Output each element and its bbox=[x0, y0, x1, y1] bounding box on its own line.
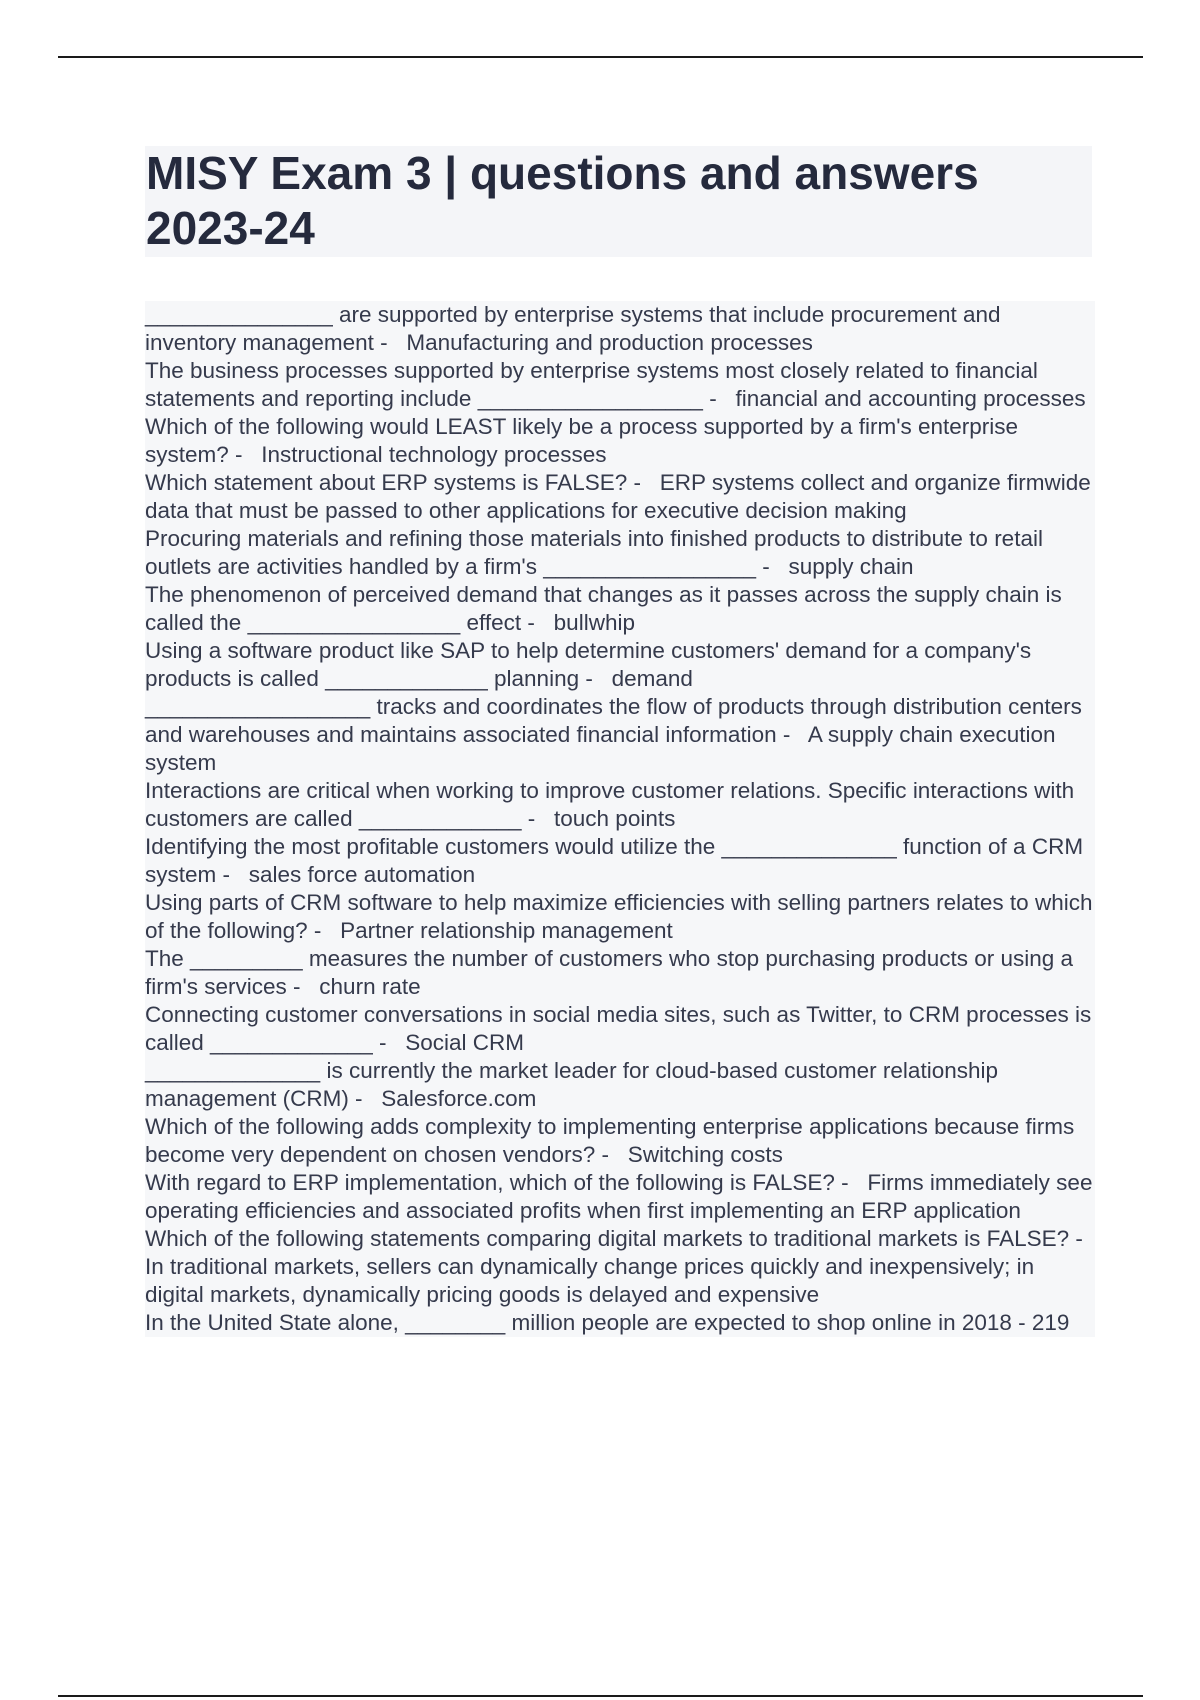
qa-list bbox=[145, 301, 1102, 1337]
qa-item: The phenomenon of perceived demand that changes as it passes across the supply chain is called the _________________ effect - bullwhip bbox=[145, 581, 1095, 637]
qa-item: Interactions are critical when working to improve customer relations. Specific interactions with customers are called _____________ - touch points bbox=[145, 777, 1095, 833]
qa-item: Which statement about ERP systems is FALSE? - ERP systems collect and organize firmwide data that must be passed to other applications for executive decision making bbox=[145, 470, 1098, 523]
document-title: MISY Exam 3 | questions and answers 2023-24 bbox=[146, 147, 979, 254]
bottom-rule bbox=[58, 1695, 1143, 1697]
qa-item: Identifying the most profitable customers would utilize the ______________ function of a CRM system - sales force automation bbox=[145, 833, 1095, 889]
qa-item: Procuring materials and refining those materials into finished products to distribute to retail outlets are activities handled by a firm's _________________ - supply chain bbox=[145, 525, 1095, 581]
qa-item: __________________ tracks and coordinates the flow of products through distribution centers and warehouses and maintains associated financial information - A supply chain execution system bbox=[145, 693, 1095, 777]
top-rule bbox=[58, 56, 1143, 58]
qa-item: In the United State alone, ________ million people are expected to shop online in 2018 - 219 bbox=[145, 1309, 1095, 1337]
qa-item: The business processes supported by enterprise systems most closely related to financial statements and reporting include __________________ - financial and accounting processes bbox=[145, 357, 1095, 413]
qa-item: The _________ measures the number of customers who stop purchasing products or using a firm's services - churn rate bbox=[145, 945, 1095, 1001]
qa-item: _______________ are supported by enterprise systems that include procurement and inventory management - Manufacturing and production processes bbox=[145, 301, 1095, 357]
qa-item: Using a software product like SAP to help determine customers' demand for a company's products is called _____________ planning - demand bbox=[145, 637, 1095, 693]
qa-item: Using parts of CRM software to help maximize efficiencies with selling partners relates to which of the following? - Partner relationship management bbox=[145, 890, 1099, 943]
qa-item: ______________ is currently the market leader for cloud-based customer relationship management (CRM) - Salesforce.com bbox=[145, 1057, 1095, 1113]
qa-item: Which of the following adds complexity to implementing enterprise applications because firms become very dependent on chosen vendors? - Switching costs bbox=[145, 1113, 1095, 1169]
qa-item: With regard to ERP implementation, which of the following is FALSE? - Firms immediately see operating efficiencies and associated profits when first implementing an ERP application bbox=[145, 1170, 1099, 1223]
qa-item: Which of the following statements comparing digital markets to traditional markets is FALSE? - In traditional markets, sellers can dynamically change prices quickly and inexpensively; in digital markets, dynamically pricing goods is delayed and expensive bbox=[145, 1226, 1102, 1307]
qa-item: Connecting customer conversations in social media sites, such as Twitter, to CRM processes is called _____________ - Social CRM bbox=[145, 1002, 1098, 1055]
qa-item: Which of the following would LEAST likely be a process supported by a firm's enterprise system? - Instructional technology processes bbox=[145, 413, 1095, 469]
